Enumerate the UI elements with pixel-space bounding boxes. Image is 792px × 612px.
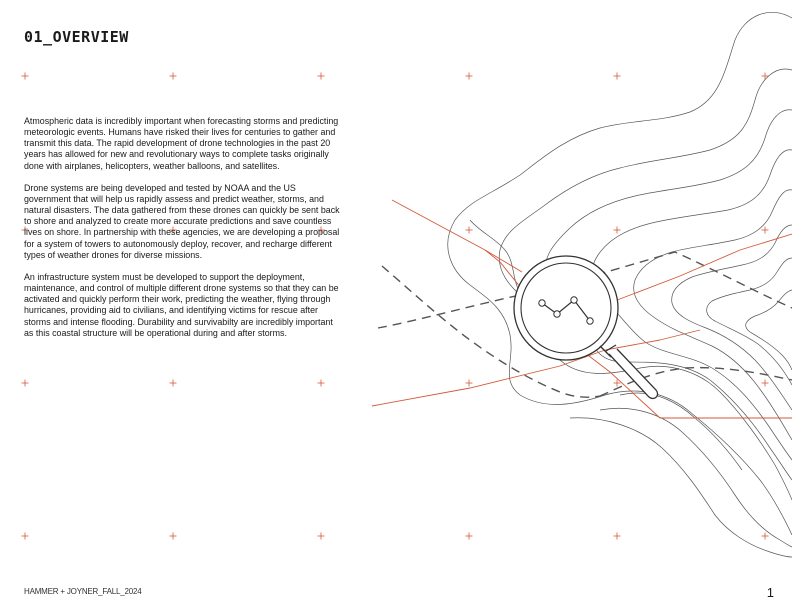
- footer-credit: HAMMER + JOYNER_FALL_2024: [24, 587, 142, 596]
- page-title: 01_OVERVIEW: [24, 28, 129, 46]
- page-number: 1: [766, 585, 774, 600]
- contour-lines: [448, 12, 792, 557]
- paragraph-1: Atmospheric data is incredibly important when forecasting storms and predicting meteorologic events. Humans have risked their lives for centuries to gather and transmit this data. The rapid development of drone technologies in the past 20 years has allowed for new and revolutionary ways to complete tasks originally done with airplanes, helicopters, weather balloons, and satellites.: [24, 116, 339, 171]
- paragraph-2: Drone systems are being developed and tested by NOAA and the US government that will help us rapidly assess and predict weather, storms, and natural disasters. The data gathered from these drones can quickly be sent back to shore and analyzed to create more accurate predictions and save countless lives on shore. In partnership with these agencies, we are developing a proposal for a system of towers to autonomously deploy, recover, and recharge different types of weather drones for diverse missions.: [24, 182, 340, 260]
- paragraph-3: An infrastructure system must be developed to support the deployment, maintenance, and control of multiple different drone systems so that they can be activated and quickly perform their work, predicting the weather, flying through hurricanes, providing aid to civilians, and identifying victims for rescue after storms and intense flooding. Durability and survivabilty are incredibly important as this coastal structure will be operational during and after storms.: [24, 271, 339, 338]
- overview-body: [24, 116, 340, 350]
